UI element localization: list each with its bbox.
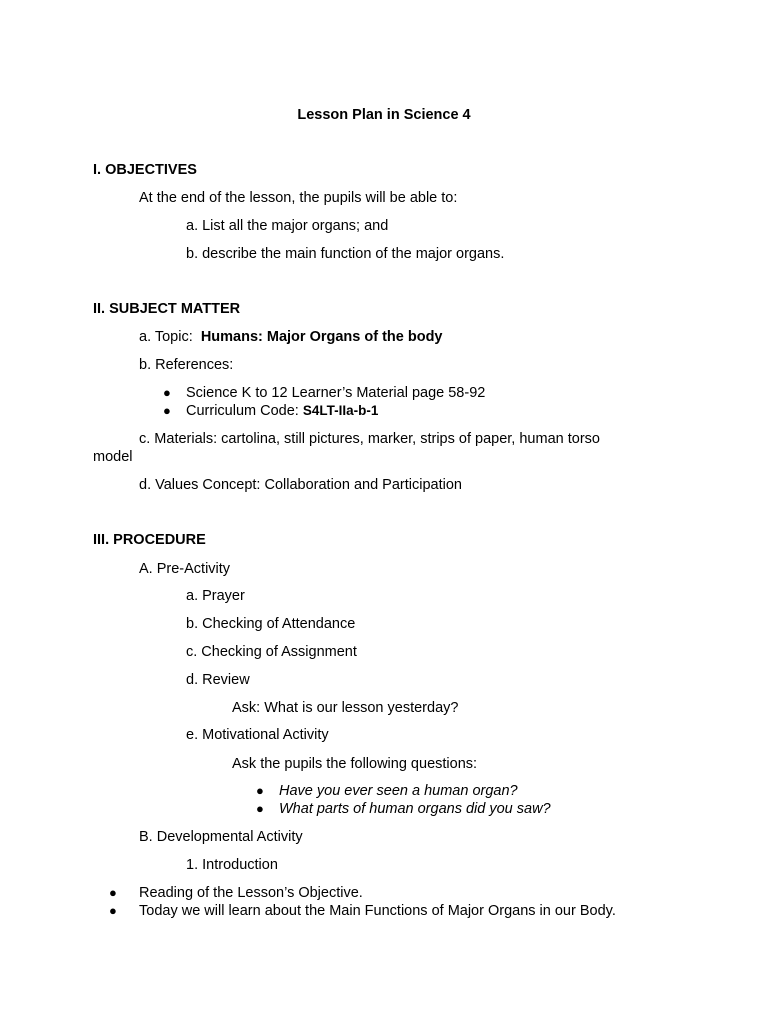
- topic-value: Humans: Major Organs of the body: [200, 329, 443, 345]
- intro-bullet-2: Today we will learn about the Main Functions of Major Organs in our Body.: [139, 903, 616, 919]
- reference-item-2: [186, 402, 378, 420]
- bullet-icon: ●: [163, 403, 171, 418]
- curriculum-code-label: Curriculum Code:: [186, 403, 299, 419]
- values-concept: d. Values Concept: Collaboration and Participation: [139, 477, 462, 493]
- bullet-icon: ●: [109, 903, 117, 918]
- pre-activity-label: A. Pre-Activity: [139, 561, 231, 577]
- pre-item-review: d. Review: [186, 672, 250, 688]
- references-label: b. References:: [139, 357, 234, 373]
- procedure-heading: III. PROCEDURE: [93, 532, 206, 548]
- bullet-icon: ●: [256, 801, 264, 816]
- introduction-label: 1. Introduction: [186, 857, 278, 873]
- bullet-icon: ●: [163, 385, 171, 400]
- pre-item-prayer: a. Prayer: [186, 588, 245, 604]
- pre-item-assignment: c. Checking of Assignment: [186, 644, 357, 660]
- topic-label: a. Topic:: [139, 329, 193, 345]
- motivational-ask: Ask the pupils the following questions:: [232, 756, 478, 772]
- bullet-icon: ●: [109, 885, 117, 900]
- subject-matter-heading: II. SUBJECT MATTER: [93, 301, 241, 317]
- motivational-activity-label: e. Motivational Activity: [186, 727, 329, 743]
- topic-line: [139, 328, 443, 346]
- bullet-icon: ●: [256, 783, 264, 798]
- review-ask: Ask: What is our lesson yesterday?: [232, 700, 459, 716]
- reference-item-1: Science K to 12 Learner’s Material page 58-92: [186, 385, 486, 401]
- objectives-heading: I. OBJECTIVES: [93, 162, 197, 178]
- objective-item-b: b. describe the main function of the major organs.: [186, 246, 505, 262]
- intro-bullet-1: Reading of the Lesson’s Objective.: [139, 885, 363, 901]
- materials-line-2: model: [93, 449, 133, 465]
- developmental-activity-label: B. Developmental Activity: [139, 829, 303, 845]
- pre-item-attendance: b. Checking of Attendance: [186, 616, 356, 632]
- objective-item-a: a. List all the major organs; and: [186, 218, 389, 234]
- objectives-intro: At the end of the lesson, the pupils will be able to:: [139, 190, 458, 206]
- document-title: Lesson Plan in Science 4: [297, 107, 471, 123]
- question-item-2: What parts of human organs did you saw?: [279, 801, 551, 817]
- materials-line-1: c. Materials: cartolina, still pictures, marker, strips of paper, human torso: [139, 431, 600, 447]
- question-item-1: Have you ever seen a human organ?: [279, 783, 518, 799]
- curriculum-code-value: S4LT-IIa-b-1: [302, 403, 379, 418]
